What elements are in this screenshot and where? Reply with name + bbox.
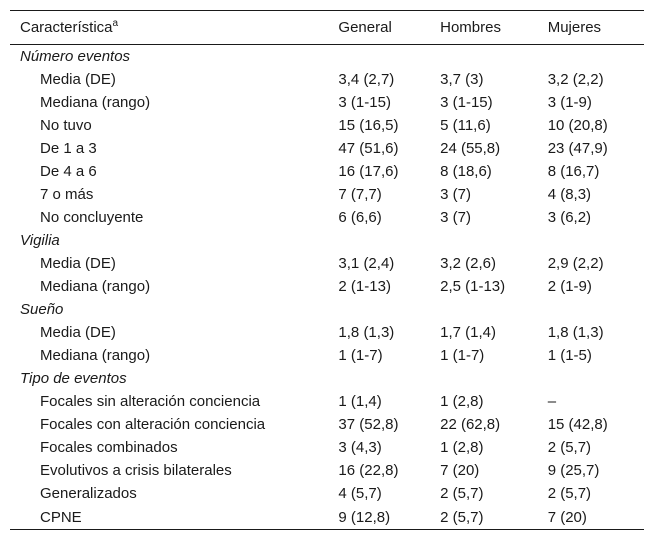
cell-general: 1,8 (1,3) bbox=[338, 324, 395, 341]
header-footnote-marker: a bbox=[112, 18, 119, 29]
row-label: De 4 a 6 bbox=[40, 163, 97, 180]
table-row bbox=[10, 183, 644, 206]
row-label: CPNE bbox=[10, 505, 338, 530]
table-body bbox=[10, 45, 644, 530]
table-row bbox=[10, 252, 644, 275]
table-row bbox=[10, 91, 644, 114]
table-row bbox=[10, 137, 644, 160]
cell-women: 3,2 (2,2) bbox=[547, 71, 604, 88]
cell-women: 7 (20) bbox=[548, 505, 644, 530]
row-label: Evolutivos a crisis bilaterales bbox=[40, 462, 232, 479]
header-general: General bbox=[338, 11, 440, 45]
row-label: No concluyente bbox=[40, 209, 144, 226]
section-title: Vigilia bbox=[20, 232, 60, 249]
row-label: Mediana (rango) bbox=[40, 94, 151, 111]
cell-men: 3,7 (3) bbox=[440, 71, 484, 88]
events-table bbox=[10, 10, 644, 530]
cell-general: 6 (6,6) bbox=[338, 209, 382, 226]
row-label: Generalizados bbox=[40, 485, 137, 502]
row-label: Focales con alteración conciencia bbox=[40, 416, 266, 433]
cell-men: 7 (20) bbox=[440, 462, 480, 479]
cell-men: 2 (5,7) bbox=[440, 485, 484, 502]
cell-general: 15 (16,5) bbox=[338, 117, 399, 134]
row-label: Focales sin alteración conciencia bbox=[40, 393, 261, 410]
cell-men: 3 (1-15) bbox=[440, 94, 493, 111]
cell-women: 2 (5,7) bbox=[547, 485, 592, 502]
cell-general: 2 (1-13) bbox=[338, 278, 391, 295]
cell-men: 22 (62,8) bbox=[440, 416, 501, 433]
cell-general: 1 (1,4) bbox=[338, 393, 382, 410]
cell-men: 3 (7) bbox=[440, 209, 471, 226]
section-row bbox=[10, 367, 644, 390]
cell-general: 3 (4,3) bbox=[338, 439, 382, 456]
header-women: Mujeres bbox=[548, 11, 644, 45]
cell-general: 3,4 (2,7) bbox=[338, 71, 395, 88]
cell-general: 1 (1-7) bbox=[338, 347, 383, 364]
header-characteristic bbox=[10, 11, 338, 45]
section-row bbox=[10, 45, 644, 69]
cell-general: 16 (17,6) bbox=[338, 163, 399, 180]
cell-men: 2 (5,7) bbox=[440, 505, 548, 530]
cell-general: 3 (1-15) bbox=[338, 94, 391, 111]
cell-women: 3 (6,2) bbox=[547, 209, 592, 226]
table-row bbox=[10, 344, 644, 367]
row-label: Media (DE) bbox=[40, 255, 116, 272]
cell-men: 1 (2,8) bbox=[440, 393, 484, 410]
cell-men: 2,5 (1-13) bbox=[440, 278, 506, 295]
table-row bbox=[10, 436, 644, 459]
table-row bbox=[10, 459, 644, 482]
row-label: Mediana (rango) bbox=[40, 347, 151, 364]
cell-men: 1 (1-7) bbox=[440, 347, 485, 364]
row-label: 7 o más bbox=[40, 186, 94, 203]
cell-women: 23 (47,9) bbox=[547, 140, 608, 157]
table-row bbox=[10, 68, 644, 91]
cell-general: 9 (12,8) bbox=[338, 505, 440, 530]
cell-men: 3,2 (2,6) bbox=[440, 255, 496, 272]
cell-women: 2,9 (2,2) bbox=[547, 255, 604, 272]
cell-general: 16 (22,8) bbox=[338, 462, 399, 479]
cell-women: 10 (20,8) bbox=[547, 117, 608, 134]
cell-women: 3 (1-9) bbox=[547, 94, 592, 111]
row-label: Mediana (rango) bbox=[40, 278, 151, 295]
cell-women: 4 (8,3) bbox=[547, 186, 592, 203]
cell-men: 1,7 (1,4) bbox=[440, 324, 496, 341]
cell-general: 7 (7,7) bbox=[338, 186, 382, 203]
section-title: Número eventos bbox=[20, 48, 131, 65]
cell-men: 1 (2,8) bbox=[440, 439, 484, 456]
section-row bbox=[10, 298, 644, 321]
cell-general: 47 (51,6) bbox=[338, 140, 399, 157]
cell-men: 3 (7) bbox=[440, 186, 471, 203]
cell-women: 2 (1-9) bbox=[547, 278, 592, 295]
cell-general: 4 (5,7) bbox=[338, 485, 382, 502]
section-title: Tipo de eventos bbox=[20, 370, 127, 387]
cell-men: 24 (55,8) bbox=[440, 140, 501, 157]
table-row bbox=[10, 390, 644, 413]
row-label: Focales combinados bbox=[40, 439, 178, 456]
table-row bbox=[10, 114, 644, 137]
row-label: Media (DE) bbox=[40, 324, 116, 341]
section-row bbox=[10, 229, 644, 252]
cell-women: 15 (42,8) bbox=[547, 416, 608, 433]
header-row bbox=[10, 11, 644, 45]
cell-women: 9 (25,7) bbox=[547, 462, 600, 479]
cell-women: 1 (1-5) bbox=[547, 347, 592, 364]
table-row bbox=[10, 413, 644, 436]
cell-women: 8 (16,7) bbox=[547, 163, 600, 180]
section-title: Sueño bbox=[20, 301, 64, 318]
header-characteristic-label: Característica bbox=[20, 19, 113, 36]
cell-women: 1,8 (1,3) bbox=[547, 324, 604, 341]
cell-general: 37 (52,8) bbox=[338, 416, 399, 433]
cell-women: 2 (5,7) bbox=[547, 439, 592, 456]
table-row bbox=[10, 206, 644, 229]
header-men: Hombres bbox=[440, 11, 548, 45]
cell-general: 3,1 (2,4) bbox=[338, 255, 395, 272]
cell-women: – bbox=[547, 393, 557, 410]
cell-men: 8 (18,6) bbox=[440, 163, 492, 180]
row-label: No tuvo bbox=[40, 117, 92, 134]
table-row bbox=[10, 321, 644, 344]
table-row bbox=[10, 482, 644, 505]
cell-men: 5 (11,6) bbox=[440, 117, 491, 134]
table-row bbox=[10, 275, 644, 298]
table-row bbox=[10, 160, 644, 183]
row-label: Media (DE) bbox=[40, 71, 116, 88]
table-row bbox=[10, 505, 644, 530]
row-label: De 1 a 3 bbox=[40, 140, 97, 157]
